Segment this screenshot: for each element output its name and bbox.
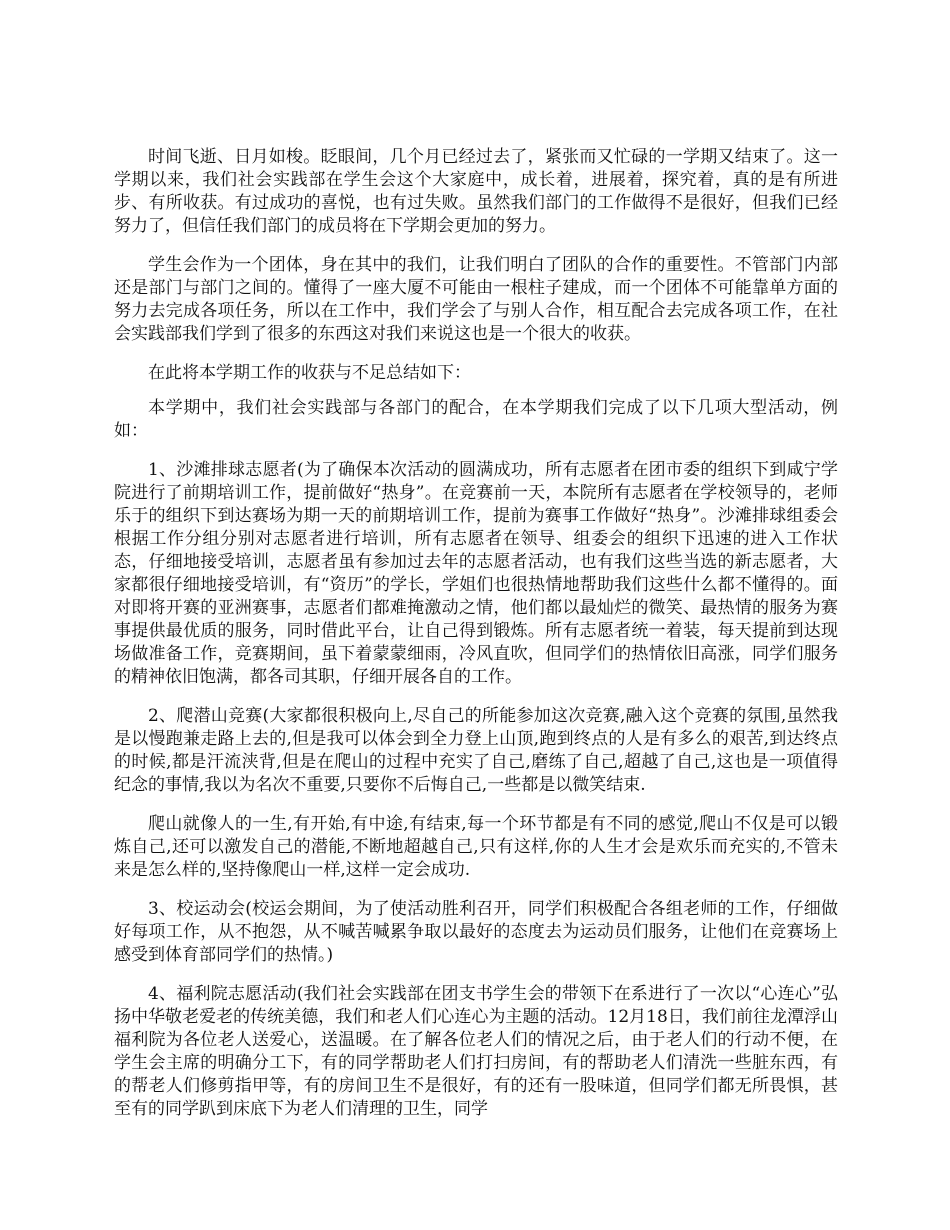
paragraph-welfare-home: 4、福利院志愿活动(我们社会实践部在团支书学生会的带领下在系进行了一次以“心连心”弘扬中华敬老爱老的传统美德，我们和老人们心连心为主题的活动。12月18日，我们前往龙潭浮山福利院为各位老人送爱心，送温暖。在了解各位老人们的情况之后，由于老人们的行动不便，在学生会主席的明确分工下，有的同学帮助老人们打扫房间，有的帮助老人们清洗一些脏东西，有的帮老人们修剪指甲等，有的房间卫生不是很好，有的还有一股味道，但同学们都无所畏惧，甚至有的同学趴到床底下为老人们清理的卫生，同学	[114, 984, 838, 1119]
document-body	[114, 146, 838, 1137]
paragraph-teamwork: 学生会作为一个团体，身在其中的我们，让我们明白了团队的合作的重要性。不管部门内部还是部门与部门之间的。懂得了一座大厦不可能由一根柱子建成，而一个团体不可能靠单方面的努力去完成各项任务，所以在工作中，我们学会了与别人合作，相互配合去完成各项工作，在社会实践部我们学到了很多的东西这对我们来说这也是一个很大的收获。	[114, 255, 838, 344]
paragraph-activities-intro: 本学期中，我们社会实践部与各部门的配合，在本学期我们完成了以下几项大型活动，例如：	[114, 398, 838, 441]
paragraph-mountain-reflection: 爬山就像人的一生,有开始,有中途,有结束,每一个环节都是有不同的感觉,爬山不仅是可以锻炼自己,还可以激发自己的潜能,不断地超越自己,只有这样,你的人生才会是欢乐而充实的,不管未来是怎么样的,坚持像爬山一样,这样一定会成功.	[114, 814, 838, 880]
paragraph-intro: 时间飞逝、日月如梭。眨眼间，几个月已经过去了，紧张而又忙碌的一学期又结束了。这一学期以来，我们社会实践部在学生会这个大家庭中，成长着，进展着，探究着，真的是有所进步、有所收获。有过成功的喜悦，也有过失败。虽然我们部门的工作做得不是很好，但我们已经努力了，但信任我们部门的成员将在下学期会更加的努力。	[114, 147, 838, 236]
paragraph-summary-lead: 在此将本学期工作的收获与不足总结如下：	[148, 363, 471, 383]
paragraph-beach-volleyball: 1、沙滩排球志愿者(为了确保本次活动的圆满成功，所有志愿者在团市委的组织下到咸宁学院进行了前期培训工作，提前做好“热身”。在竞赛前一天，本院所有志愿者在学校领导的，老师乐于的组织下到达赛场为期一天的前期培训工作，提前为赛事工作做好“热身”。沙滩排球组委会根据工作分组分别对志愿者进行培训，所有志愿者在领导、组委会的组织下迅速的进入工作状态，仔细地接受培训，志愿者虽有参加过去年的志愿者活动，也有我们这些当选的新志愿者，大家都很仔细地接受培训，有“资历”的学长，学姐们也很热情地帮助我们这些什么都不懂得的。面对即将开赛的亚洲赛事，志愿者们都难掩激动之情，他们都以最灿烂的微笑、最热情的服务为赛事提供最优质的服务，同时借此平台，让自己得到锻炼。所有志愿者统一着装，每天提前到达现场做准备工作，竞赛期间，虽下着蒙蒙细雨，冷风直吹，但同学们的热情依旧高涨，同学们服务的精神依旧饱满，都各司其职，仔细开展各自的工作。	[114, 460, 838, 687]
paragraph-mountain-race: 2、爬潜山竞赛(大家都很积极向上,尽自己的所能参加这次竞赛,融入这个竞赛的氛围,虽然我是以慢跑兼走路上去的,但是我可以体会到全力登上山顶,跑到终点的人是有多么的艰苦,到达终点的时候,都是汗流浃背,但是在爬山的过程中充实了自己,磨练了自己,超越了自己,这也是一项值得纪念的事情,我以为名次不重要,只要你不后悔自己,一些都是以微笑结束.	[114, 706, 838, 795]
paragraph-sports-meet: 3、校运动会(校运会期间，为了使活动胜利召开，同学们积极配合各组老师的工作，仔细做好每项工作，从不抱怨，从不喊苦喊累争取以最好的态度去为运动员们服务，让他们在竞赛场上感受到体育部同学们的热情。)	[114, 899, 838, 965]
